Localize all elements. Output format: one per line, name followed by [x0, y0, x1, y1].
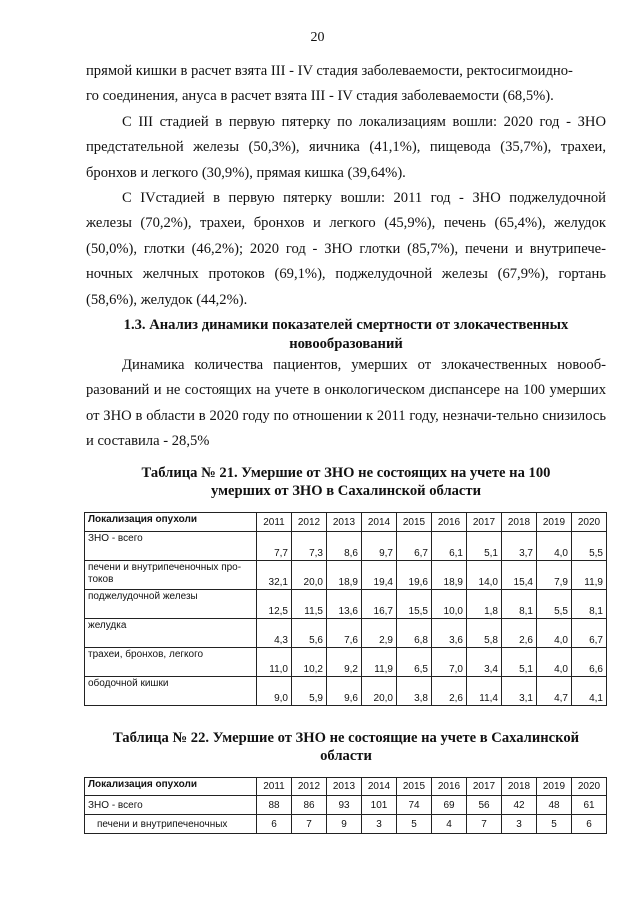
value-cell: 5,8: [467, 619, 502, 648]
row-label: печени и внутрипеченочных: [85, 815, 257, 834]
value-cell: 18,9: [327, 561, 362, 590]
value-cell: 8,1: [502, 590, 537, 619]
value-cell: 20,0: [292, 561, 327, 590]
table-row: [85, 590, 607, 619]
value-cell: 3,8: [397, 677, 432, 706]
value-cell: 4,0: [537, 648, 572, 677]
header-cell-year: 2011: [257, 513, 292, 532]
value-cell: 6: [257, 815, 292, 834]
section-heading-line: новообразований: [289, 336, 403, 352]
header-cell-year: 2012: [292, 513, 327, 532]
table-row: [85, 648, 607, 677]
header-cell-year: 2012: [292, 778, 327, 796]
value-cell: 11,9: [362, 648, 397, 677]
value-cell: 6,7: [572, 619, 607, 648]
table-row: [85, 796, 607, 815]
header-cell-year: 2016: [432, 513, 467, 532]
page-number: 20: [310, 30, 325, 45]
value-cell: 3,7: [502, 532, 537, 561]
value-cell: 6,8: [397, 619, 432, 648]
value-cell: 9,0: [257, 677, 292, 706]
value-cell: 5,1: [467, 532, 502, 561]
header-cell-year: 2014: [362, 778, 397, 796]
value-cell: 4,3: [257, 619, 292, 648]
value-cell: 61: [572, 796, 607, 815]
header-cell-year: 2015: [397, 778, 432, 796]
value-cell: 10,2: [292, 648, 327, 677]
header-cell-year: 2017: [467, 513, 502, 532]
value-cell: 42: [502, 796, 537, 815]
header-cell-year: 2020: [572, 778, 607, 796]
table-title-line: умерших от ЗНО в Сахалинской области: [210, 483, 481, 499]
header-cell-year: 2013: [327, 778, 362, 796]
value-cell: 56: [467, 796, 502, 815]
value-cell: 5,1: [502, 648, 537, 677]
value-cell: 3: [502, 815, 537, 834]
value-cell: 5,5: [572, 532, 607, 561]
value-cell: 4,0: [537, 532, 572, 561]
header-cell-localization: Локализация опухоли: [85, 778, 257, 796]
value-cell: 7: [467, 815, 502, 834]
value-cell: 3,6: [432, 619, 467, 648]
header-cell-year: 2019: [537, 778, 572, 796]
value-cell: 6,6: [572, 648, 607, 677]
value-cell: 20,0: [362, 677, 397, 706]
value-cell: 5,6: [292, 619, 327, 648]
value-cell: 3,1: [502, 677, 537, 706]
value-cell: 9,2: [327, 648, 362, 677]
table-21: [84, 512, 607, 706]
header-cell-year: 2015: [397, 513, 432, 532]
value-cell: 6,5: [397, 648, 432, 677]
paragraph-continuation: [86, 59, 606, 110]
value-cell: 19,6: [397, 561, 432, 590]
row-label: ЗНО - всего: [85, 532, 257, 561]
value-cell: 1,8: [467, 590, 502, 619]
header-cell-year: 2020: [572, 513, 607, 532]
header-cell-year: 2016: [432, 778, 467, 796]
value-cell: 32,1: [257, 561, 292, 590]
value-cell: 9,6: [327, 677, 362, 706]
value-cell: 11,4: [467, 677, 502, 706]
value-cell: 4,7: [537, 677, 572, 706]
row-label: трахеи, бронхов, легкого: [85, 648, 257, 677]
value-cell: 14,0: [467, 561, 502, 590]
table-row: [85, 561, 607, 590]
value-cell: 11,5: [292, 590, 327, 619]
value-cell: 3,4: [467, 648, 502, 677]
value-cell: 18,9: [432, 561, 467, 590]
value-cell: 9: [327, 815, 362, 834]
value-cell: 7,9: [537, 561, 572, 590]
value-cell: 5: [537, 815, 572, 834]
header-cell-year: 2017: [467, 778, 502, 796]
table-header-row: [85, 513, 607, 532]
paragraph-mortality: [86, 353, 606, 455]
value-cell: 7,6: [327, 619, 362, 648]
value-cell: 69: [432, 796, 467, 815]
value-cell: 7,0: [432, 648, 467, 677]
row-label: желудка: [85, 619, 257, 648]
table-22-title: [86, 729, 606, 765]
header-cell-year: 2018: [502, 778, 537, 796]
value-cell: 3: [362, 815, 397, 834]
value-cell: 93: [327, 796, 362, 815]
value-cell: 5,5: [537, 590, 572, 619]
value-cell: 15,5: [397, 590, 432, 619]
value-cell: 88: [257, 796, 292, 815]
value-cell: 11,9: [572, 561, 607, 590]
table-row: [85, 815, 607, 834]
paragraph-text: С III стадией в первую пятерку по локализациям вошли: 2020 год - ЗНО предстательной железы (50,3%), яичника (41,1%), пищевода (35,7%), трахеи, бронхов и легкого (30,9%), прямая кишка (39,64%).: [86, 114, 606, 181]
value-cell: 7,3: [292, 532, 327, 561]
value-cell: 101: [362, 796, 397, 815]
table-row: [85, 677, 607, 706]
row-label: ЗНО - всего: [85, 796, 257, 815]
table-21-title: [86, 464, 606, 500]
value-cell: 4,0: [537, 619, 572, 648]
header-cell-year: 2018: [502, 513, 537, 532]
row-label: печени и внутрипеченочных про-токов: [85, 561, 257, 590]
table-row: [85, 532, 607, 561]
paragraph-text: С IVстадией в первую пятерку вошли: 2011 год - ЗНО поджелудочной железы (70,2%), трахеи, бронхов и легкого (45,9%), печень (65,4%), желудок (50,0%), глотки (46,2%); 2020 год - ЗНО глотки (85,7%), печени и внутрипече-ночных желчных протоков (69,1%), поджелудочной железы (67,9%), гортань (58,6%), желудок (44,2%).: [86, 190, 606, 308]
paragraph-text: Динамика количества пациентов, умерших от злокачественных новооб-разований и не состоящих на учете в онкологическом диспансере на 100 умерших от ЗНО в области в 2020 году по отношении к 2011 году, незначи-тельно снизилось и составила - 28,5%: [86, 357, 606, 450]
paragraph-line: го соединения, ануса в расчет взята III - IV стадия заболеваемости (68,5%).: [86, 88, 554, 105]
paragraph-line: прямой кишки в расчет взята III - IV стадия заболеваемости, ректосигмоидно-: [86, 63, 573, 79]
table-row: [85, 619, 607, 648]
value-cell: 74: [397, 796, 432, 815]
header-cell-localization: Локализация опухоли: [85, 513, 257, 532]
row-label: ободочной кишки: [85, 677, 257, 706]
paragraph-stage-3: [86, 110, 606, 186]
header-cell-year: 2011: [257, 778, 292, 796]
value-cell: 8,6: [327, 532, 362, 561]
value-cell: 2,9: [362, 619, 397, 648]
value-cell: 7: [292, 815, 327, 834]
value-cell: 6: [572, 815, 607, 834]
value-cell: 86: [292, 796, 327, 815]
table-title-line: Таблица № 22. Умершие от ЗНО не состоящие на учете в Сахалинской: [112, 730, 580, 746]
value-cell: 6,7: [397, 532, 432, 561]
header-cell-year: 2014: [362, 513, 397, 532]
value-cell: 4,1: [572, 677, 607, 706]
table-22: [84, 777, 607, 834]
value-cell: 15,4: [502, 561, 537, 590]
value-cell: 9,7: [362, 532, 397, 561]
value-cell: 2,6: [432, 677, 467, 706]
value-cell: 19,4: [362, 561, 397, 590]
value-cell: 16,7: [362, 590, 397, 619]
value-cell: 5,9: [292, 677, 327, 706]
value-cell: 7,7: [257, 532, 292, 561]
value-cell: 48: [537, 796, 572, 815]
section-heading-line: 1.3. Анализ динамики показателей смертности от злокачественных: [123, 317, 569, 333]
table-title-line: области: [320, 748, 372, 764]
paragraph-stage-4: [86, 186, 606, 313]
value-cell: 6,1: [432, 532, 467, 561]
value-cell: 10,0: [432, 590, 467, 619]
value-cell: 11,0: [257, 648, 292, 677]
value-cell: 12,5: [257, 590, 292, 619]
value-cell: 8,1: [572, 590, 607, 619]
value-cell: 5: [397, 815, 432, 834]
value-cell: 13,6: [327, 590, 362, 619]
value-cell: 4: [432, 815, 467, 834]
table-header-row: [85, 778, 607, 796]
header-cell-year: 2019: [537, 513, 572, 532]
value-cell: 2,6: [502, 619, 537, 648]
row-label: поджелудочной железы: [85, 590, 257, 619]
header-cell-year: 2013: [327, 513, 362, 532]
table-title-line: Таблица № 21. Умершие от ЗНО не состоящих на учете на 100: [141, 465, 551, 481]
section-heading: [86, 316, 606, 354]
